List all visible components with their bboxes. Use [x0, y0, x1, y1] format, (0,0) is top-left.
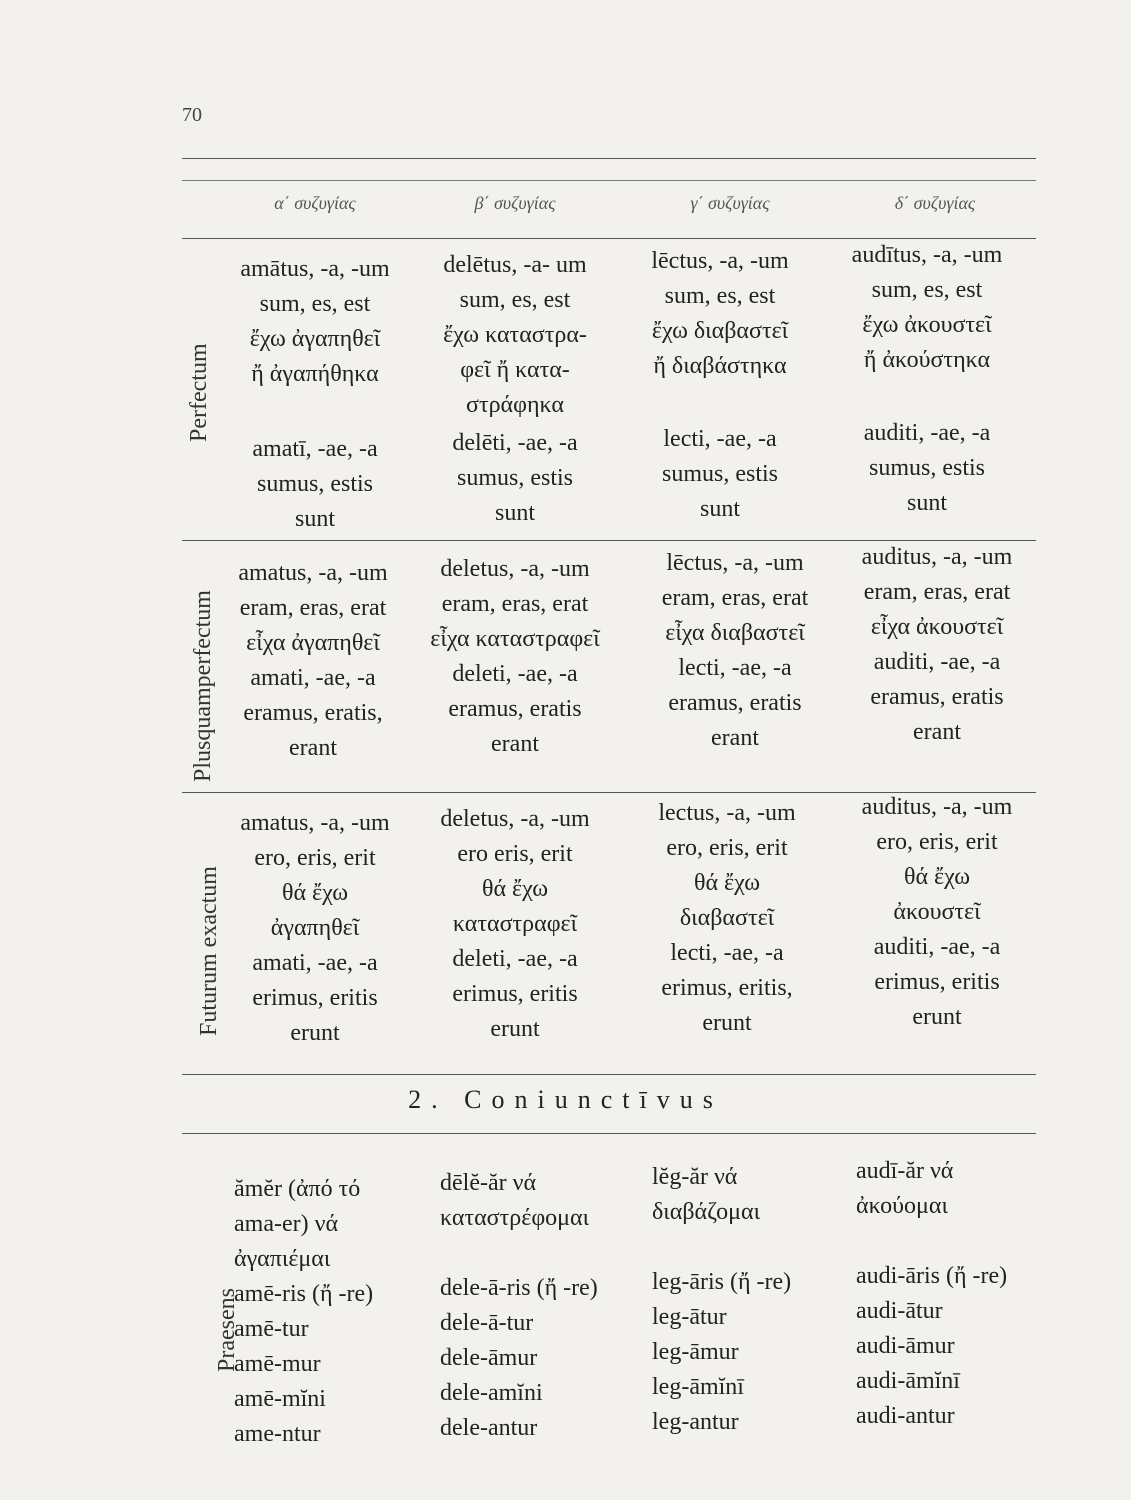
coniunctivus-col-1: ămĕr (ἀπό τό ama-er) νά ἀγαπιέμαι amē-ris (ἤ -re) amē-tur amē-mur amē-mĭni ame-ntur: [234, 1176, 374, 1447]
plusquam-col-2: deletus, -a, -um eram, eras, erat εἶχα καταστραφεῖ deleti, -ae, -a eramus, eratis erant: [430, 556, 600, 757]
header-col-2: β΄ συζυγίας: [474, 193, 556, 213]
coniunctivus-col-4: audī-ăr νά ἀκούομαι audi-āris (ἤ -re) audi-ātur audi-āmur audi-āmĭnī audi-antur: [856, 1158, 1008, 1429]
section-title-coniunctivus: 2. Coniunctīvus: [408, 1085, 723, 1114]
rule-futurum-bottom: [182, 1074, 1036, 1075]
section-label-futurum-exactum: Futurum exactum: [196, 866, 222, 1036]
futurum-col-4: auditus, -a, -um ero, eris, erit θά ἔχω ἀκουστεῖ auditi, -ae, -a erimus, eritis erunt: [861, 794, 1013, 1030]
perfectum-col-1-a: amātus, -a, -um sum, es, est ἔχω ἀγαπηθεῖ ἤ ἀγαπήθηκα: [240, 256, 390, 387]
rule-header-top: [182, 180, 1036, 181]
perfectum-col-2-b: delēti, -ae, -a sumus, estis sunt: [452, 430, 578, 526]
header-col-1: α΄ συζυγίας: [274, 193, 356, 213]
futurum-col-1: amatus, -a, -um ero, eris, erit θά ἔχω ἀγαπηθεῖ amati, -ae, -a erimus, eritis erunt: [240, 810, 390, 1046]
futurum-col-3: lectus, -a, -um ero, eris, erit θά ἔχω διαβαστεῖ lecti, -ae, -a erimus, eritis, erunt: [658, 800, 796, 1036]
header-col-3: γ΄ συζυγίας: [690, 193, 770, 213]
perfectum-col-3-a: lēctus, -a, -um sum, es, est ἔχω διαβαστεῖ ἤ διαβάστηκα: [651, 248, 789, 379]
plusquam-col-1: amatus, -a, -um eram, eras, erat εἶχα ἀγαπηθεῖ amati, -ae, -a eramus, eratis, erant: [238, 560, 388, 761]
futurum-col-2: deletus, -a, -um ero eris, erit θά ἔχω καταστραφεῖ deleti, -ae, -a erimus, eritis erunt: [440, 806, 590, 1042]
rule-coniunctivus-top: [182, 1133, 1036, 1134]
header-col-4: δ΄ συζυγίας: [894, 193, 976, 213]
section-label-perfectum: Perfectum: [186, 343, 212, 442]
plusquam-col-4: auditus, -a, -um eram, eras, erat εἶχα ἀκουστεῖ auditi, -ae, -a eramus, eratis erant: [861, 544, 1013, 745]
page-number: 70: [182, 104, 202, 126]
plusquam-col-3: lēctus, -a, -um eram, eras, erat εἶχα διαβαστεῖ lecti, -ae, -a eramus, eratis erant: [661, 550, 809, 751]
section-label-plusquamperfectum: Plusquamperfectum: [190, 590, 216, 782]
coniunctivus-col-3: lĕg-ăr νά διαβάζομαι leg-āris (ἤ -re) leg-ātur leg-āmur leg-āmĭnī leg-antur: [652, 1164, 792, 1435]
perfectum-col-3-b: lecti, -ae, -a sumus, estis sunt: [661, 426, 778, 522]
perfectum-col-1-b: amatī, -ae, -a sumus, estis sunt: [252, 436, 378, 532]
section-label-praesens: Praesens: [214, 1288, 240, 1372]
perfectum-col-2-a: delētus, -a- um sum, es, est ἔχω καταστρα- φεῖ ἤ κατα- στράφηκα: [443, 252, 587, 418]
perfectum-col-4-a: audītus, -a, -um sum, es, est ἔχω ἀκουστεῖ ἤ ἀκούστηκα: [851, 242, 1003, 373]
rule-top: [182, 158, 1036, 159]
perfectum-col-4-b: auditi, -ae, -a sumus, estis sunt: [863, 420, 991, 516]
coniunctivus-col-2: dēlĕ-ăr νά καταστρέφομαι dele-ā-ris (ἤ -re) dele-ā-tur dele-āmur dele-amĭni dele-antur: [440, 1170, 598, 1441]
